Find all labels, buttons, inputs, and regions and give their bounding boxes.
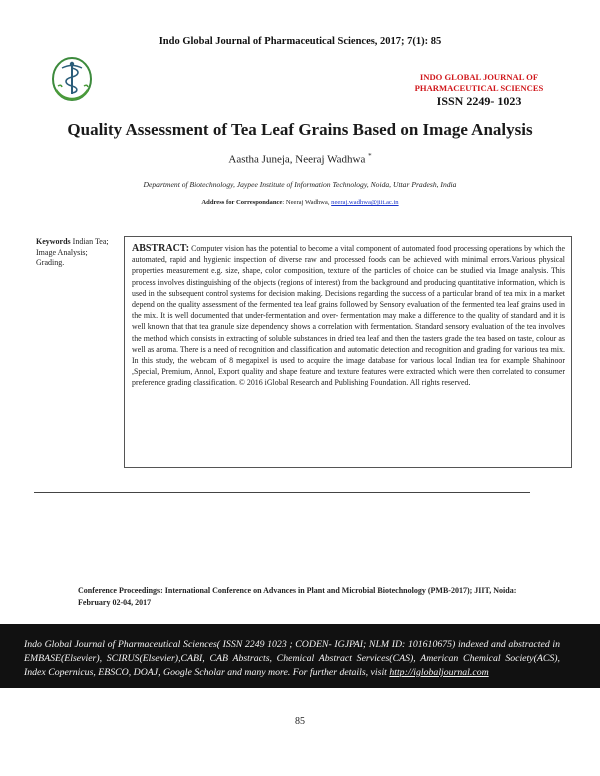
keywords-label: Keywords <box>36 237 71 246</box>
brand-title-line1: INDO GLOBAL JOURNAL OF <box>419 72 539 82</box>
caduceus-logo-icon <box>50 56 94 102</box>
journal-brand-box <box>404 72 554 109</box>
author-affiliation: Department of Biotechnology, Jaypee Institute of Information Technology, Noida, Uttar Pradesh, India <box>143 180 457 189</box>
footer-indexing-note <box>24 638 560 680</box>
section-divider <box>34 492 530 493</box>
brand-title-line2: PHARMACEUTICAL SCIENCES <box>414 83 544 93</box>
corresponding-author-mark: * <box>368 152 372 160</box>
correspondence-email-link[interactable]: neeraj.wadhwa@jiit.ac.in <box>331 199 399 206</box>
journal-website-link[interactable]: http://iglobaljournal.com <box>389 667 489 678</box>
journal-citation-header: Indo Global Journal of Pharmaceutical Sciences, 2017; 7(1): 85 <box>158 36 442 47</box>
conference-proceedings-note: Conference Proceedings: International Conference on Advances in Plant and Microbial Biotechnology (PMB-2017); JIIT, Noida: February 02-04, 2017 <box>78 586 517 607</box>
article-title: Quality Assessment of Tea Leaf Grains Based on Image Analysis <box>67 120 533 139</box>
brand-issn: ISSN 2249- 1023 <box>436 94 522 108</box>
keywords-block <box>36 237 116 269</box>
abstract-text: Computer vision has the potential to become a vital component of automated food processing operations by which the automated, rapid and hygienic inspection of diverse raw and processed foods can be achieved with minimal errors.Various physical properties measurement e.g. size, shape, color composition, texture of the particles of choice can be studied via Image analysis. This process involves distinguishing of the objects (regions of interest) from the background and producing quantitative information, which is used in the subsequent control systems for decision making. Decisions regarding the success of a particular brand of tea mix in a market depend on the quality assessment of the fermented tea leaf grains followed by Sensory evaluation of the fermented tea leaf grains used in the mix. It is well documented that under-fermentation and over- fermentation may make a difference to the quality of standard and it is well known that that tea granule size dependency shows a correlation with fermentation. Standard sensory evaluation of the tea involves the method which consists in extracting of soluble substances in dried tea leaf and then the tasters grade the tea based on taste, colour as well as aroma. There is a need of recognition and classification and automatic detection and recognition and grading for various tea mix. In this study, the webcam of 8 megapixel is used to acquire the image database for various local Indian tea for example Shahinoor ,Special, Premium, Annol, Export quality and shape feature and texture features were extracted which were then correlated to consumer preference grading classification. © 2016 iGlobal Research and Publishing Foundation. All rights reserved. <box>132 244 565 388</box>
correspondence-line <box>0 199 600 206</box>
author-names: Aastha Juneja, Neeraj Wadhwa <box>228 153 366 166</box>
footer-text: Indo Global Journal of Pharmaceutical Sciences( ISSN 2249 1023 ; CODEN- IGJPAI; NLM ID: 101610675) indexed and abstracted in EMBASE(Elsevier), SCIRUS(Elsevier),CABI, CAB Abstracts, Chemical Abstract Services(CAS), American Chemical Society(ACS), Index Copernicus, EBSCO, DOAJ, Google Scholar and many more. For further details, visit <box>24 639 560 678</box>
article-authors <box>0 152 600 166</box>
abstract-label: ABSTRACT: <box>132 243 190 254</box>
abstract-box <box>124 236 572 468</box>
correspondence-label: Address for Correspondance <box>201 199 283 206</box>
keywords-text: Indian Tea; Image Analysis; Grading. <box>36 237 109 268</box>
page-number: 85 <box>295 716 305 727</box>
correspondence-name: : Neeraj Wadhwa, <box>282 199 330 206</box>
